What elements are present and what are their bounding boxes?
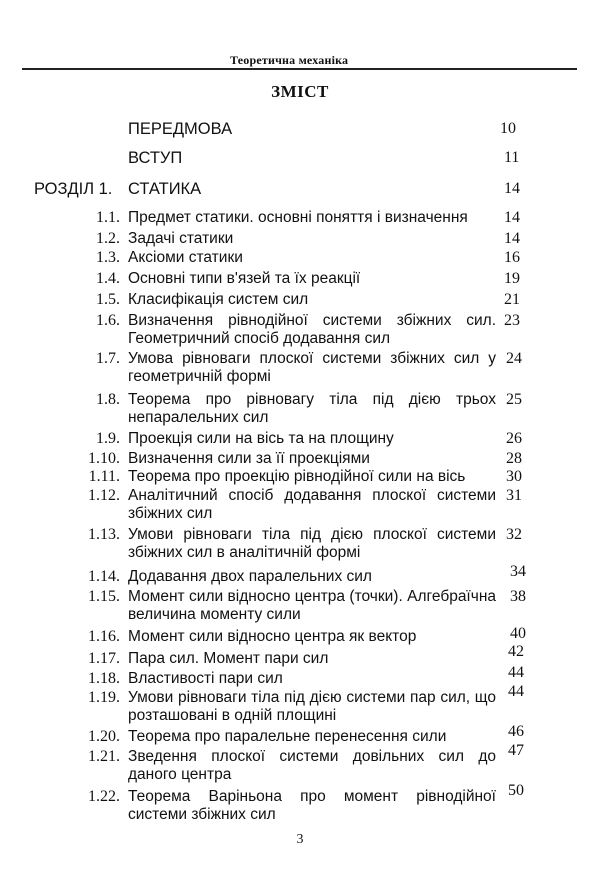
toc-entry-text: Аксіоми статики (128, 249, 243, 266)
toc-entry-page: 34 (510, 563, 526, 580)
toc-entry-number: 1.14. (88, 568, 120, 585)
toc-entry-page: 10 (500, 120, 516, 137)
toc-entry-text: Проекція сили на вісь та на площину (128, 430, 394, 447)
toc-entry-number: 1.9. (96, 430, 120, 447)
toc-entry-text: ВСТУП (128, 149, 183, 167)
toc-entry-number: 1.13. (88, 526, 120, 543)
toc-entry-number: 1.17. (88, 650, 120, 667)
toc-entry-number: 1.21. (88, 748, 120, 765)
toc-entry-page: 31 (506, 487, 522, 504)
toc-entry-text: Класифікація систем сил (128, 291, 309, 308)
toc-entry-number: 1.16. (88, 628, 120, 645)
toc-entry-page: 32 (506, 526, 522, 543)
toc-entry-page: 44 (508, 664, 524, 681)
toc-entry-number: 1.8. (96, 391, 120, 408)
toc-entry-text: Основні типи в'язей та їх реакції (128, 270, 361, 287)
toc-entry-number: 1.7. (96, 350, 120, 367)
toc-entry-page: 21 (504, 291, 520, 308)
page-title: ЗМІСТ (271, 82, 329, 101)
toc-entry-page: 46 (508, 723, 524, 740)
toc-entry-text: Теорема Варіньона про момент рівнодійної системи збіжних сил (128, 788, 496, 823)
toc-entry-text: Визначення рівнодійної системи збіжних сил. Геометричний спосіб додавання сил (128, 312, 496, 347)
toc-entry-text: Аналітичний спосіб додавання плоскої системи збіжних сил (128, 487, 496, 522)
toc-entry-page: 14 (504, 209, 520, 226)
toc-entry-number: 1.15. (88, 588, 120, 605)
toc-entry-text: Момент сили відносно центра (точки). Алгебраїчна величина моменту сили (128, 588, 496, 623)
toc-entry-page: 11 (504, 149, 520, 166)
running-header: Теоретична механіка (230, 53, 349, 67)
page-number: 3 (296, 832, 304, 847)
toc-entry-number: 1.22. (88, 788, 120, 805)
toc-entry-text: Зведення плоскої системи довільних сил до даного центра (128, 748, 496, 783)
toc-entry-page: 50 (508, 782, 524, 799)
toc-entry-page: 26 (506, 430, 522, 447)
toc-entry-page: 19 (504, 270, 520, 287)
toc-entry-text: Умова рівноваги плоскої системи збіжних сил у геометричній формі (128, 350, 496, 385)
toc-entry-page: 28 (506, 450, 522, 467)
toc-entry-number: 1.5. (96, 291, 120, 308)
toc-entry-page: 23 (504, 312, 520, 329)
toc-entry-page: 44 (508, 683, 524, 700)
toc-entry-page: 47 (508, 742, 524, 759)
toc-entry-page: 14 (504, 230, 520, 247)
toc-entry-text: Пара сил. Момент пари сил (128, 650, 329, 667)
toc-entry-text: Момент сили відносно центра як вектор (128, 628, 417, 645)
toc-entry-number: 1.20. (88, 728, 120, 745)
toc-entry-number: 1.4. (96, 270, 120, 287)
toc-entry-number: 1.12. (88, 487, 120, 504)
toc-entry-text: Теорема про паралельне перенесення сили (128, 728, 447, 745)
toc-entry-text: СТАТИКА (128, 180, 202, 198)
toc-entry-text: Умови рівноваги тіла під дією системи пар сил, що розташовані в одній площині (128, 689, 496, 724)
toc-entry-text: Додавання двох паралельних сил (128, 568, 372, 585)
toc-entry-text: Властивості пари сил (128, 670, 283, 687)
toc-entry-number: 1.11. (88, 468, 120, 485)
toc-entry-text: Задачі статики (128, 230, 234, 247)
toc-entry-page: 25 (506, 391, 522, 408)
toc-entry-page: 30 (506, 468, 522, 485)
toc-entry-text: Предмет статики. основні поняття і визначення (128, 209, 468, 226)
toc-entry-number: РОЗДІЛ 1. (34, 180, 113, 198)
toc-entry-page: 14 (504, 180, 520, 197)
toc-entry-page: 16 (504, 249, 520, 266)
toc-entry-number: 1.10. (88, 450, 120, 467)
toc-entry-text: Теорема про проекцію рівнодійної сили на вісь (128, 468, 466, 485)
toc-entry-text: ПЕРЕДМОВА (128, 120, 233, 138)
toc-entry-page: 42 (508, 643, 524, 660)
toc-entry-page: 24 (506, 350, 522, 367)
toc-entry-number: 1.2. (96, 230, 120, 247)
toc-entry-page: 40 (510, 625, 526, 642)
toc-entry-text: Теорема про рівновагу тіла під дією трьох непаралельних сил (128, 391, 496, 426)
toc-entry-page: 38 (510, 588, 526, 605)
toc-entry-text: Визначення сили за її проекціями (128, 450, 370, 467)
toc-entry-number: 1.3. (96, 249, 120, 266)
toc-entry-number: 1.18. (88, 670, 120, 687)
toc-entry-text: Умови рівноваги тіла під дією плоскої системи збіжних сил в аналітичній формі (128, 526, 496, 561)
toc-entry-number: 1.1. (96, 209, 120, 226)
toc-entry-number: 1.19. (88, 689, 120, 706)
toc-entry-number: 1.6. (96, 312, 120, 329)
